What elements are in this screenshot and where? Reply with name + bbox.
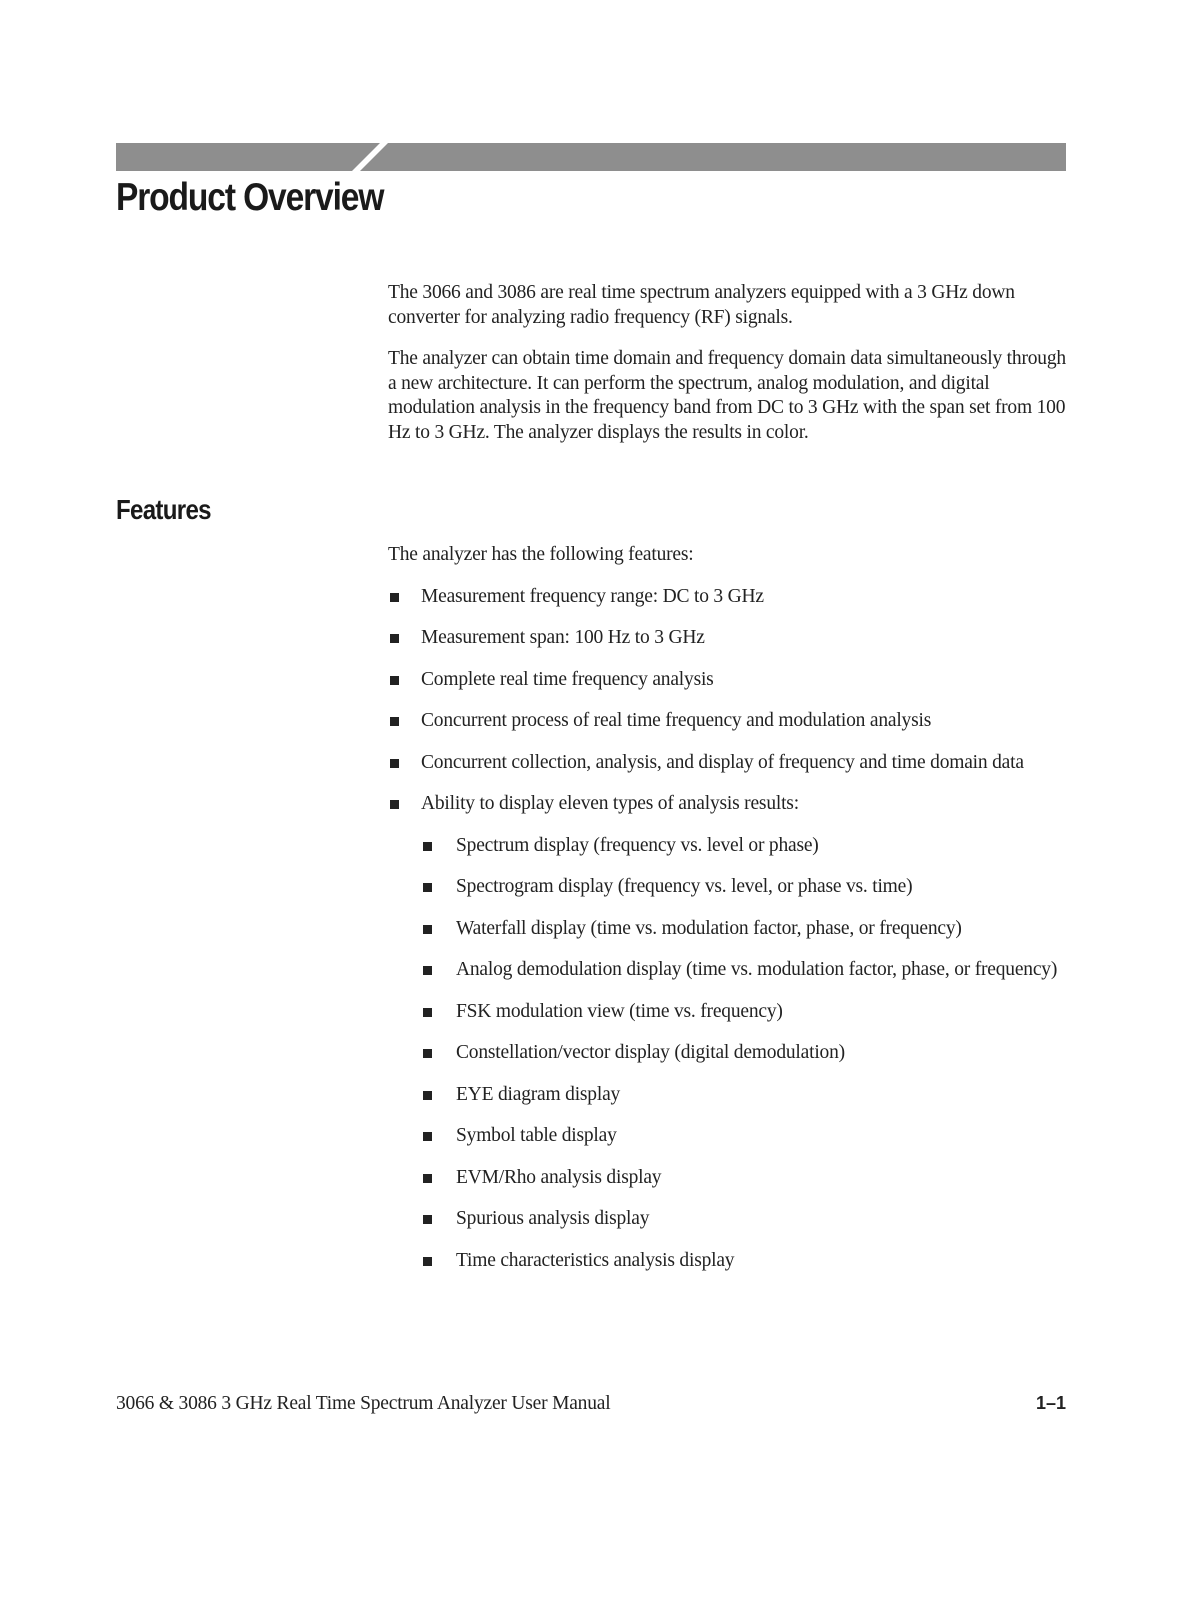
square-bullet-icon	[390, 593, 399, 602]
list-item	[421, 917, 1068, 942]
square-bullet-icon	[423, 925, 432, 934]
list-item	[388, 585, 1068, 610]
square-bullet-icon	[423, 1008, 432, 1017]
list-item-text: Spectrogram display (frequency vs. level, or phase vs. time)	[456, 876, 913, 897]
list-item-text: Symbol table display	[456, 1125, 617, 1146]
list-item-text: Complete real time frequency analysis	[421, 668, 714, 690]
list-item	[388, 668, 1068, 693]
list-item	[421, 1249, 1068, 1274]
list-item	[421, 1000, 1068, 1025]
square-bullet-icon	[423, 883, 432, 892]
square-bullet-icon	[423, 966, 432, 975]
square-bullet-icon	[390, 717, 399, 726]
list-item	[421, 1124, 1068, 1149]
square-bullet-icon	[390, 800, 399, 809]
chapter-header-bar	[116, 143, 1066, 171]
list-item-text: Constellation/vector display (digital demodulation)	[456, 1042, 845, 1063]
page-number: 1–1	[1035, 1393, 1066, 1413]
header-bar-right-segment	[360, 143, 1066, 171]
list-item	[421, 875, 1068, 900]
square-bullet-icon	[423, 1174, 432, 1183]
intro-paragraph-2: The analyzer can obtain time domain and frequency domain data simultaneously through a new architecture. It can perform the spectrum, analog modulation, and digital modulation analysis in the frequency band from DC to 3 GHz with the span set from 100 Hz to 3 GHz. The analyzer displays the results in color.	[388, 348, 1066, 443]
list-item	[388, 751, 1068, 776]
intro-section	[388, 281, 1068, 462]
square-bullet-icon	[423, 1132, 432, 1141]
square-bullet-icon	[390, 676, 399, 685]
features-section	[388, 543, 1068, 1290]
features-list	[388, 585, 1068, 1274]
display-types-list	[421, 834, 1068, 1274]
square-bullet-icon	[390, 759, 399, 768]
list-item-text: Measurement span: 100 Hz to 3 GHz	[421, 627, 705, 648]
list-item-text: Spurious analysis display	[456, 1208, 650, 1229]
list-item-text: EYE diagram display	[456, 1083, 621, 1105]
list-item-text: Ability to display eleven types of analysis results:	[421, 793, 799, 814]
features-intro: The analyzer has the following features:	[388, 544, 694, 565]
list-item-text: Measurement frequency range: DC to 3 GHz	[421, 585, 764, 607]
list-item-text: EVM/Rho analysis display	[456, 1166, 662, 1188]
list-item-text: Waterfall display (time vs. modulation factor, phase, or frequency)	[456, 917, 962, 939]
list-item	[388, 792, 1068, 1273]
intro-paragraph-1: The 3066 and 3086 are real time spectrum analyzers equipped with a 3 GHz down converter for analyzing radio frequency (RF) signals.	[388, 282, 1015, 328]
list-item-text: Concurrent collection, analysis, and display of frequency and time domain data	[421, 751, 1024, 773]
chapter-header-bar-graphic	[116, 143, 1066, 171]
footer-manual-title: 3066 & 3086 3 GHz Real Time Spectrum Analyzer User Manual	[116, 1393, 611, 1414]
list-item	[421, 1041, 1068, 1066]
list-item	[421, 958, 1068, 983]
list-item-text: Spectrum display (frequency vs. level or phase)	[456, 834, 819, 856]
list-item	[421, 1083, 1068, 1108]
list-item-text: FSK modulation view (time vs. frequency)	[456, 1000, 783, 1022]
list-item-text: Concurrent process of real time frequency and modulation analysis	[421, 710, 932, 731]
chapter-title: Product Overview	[116, 176, 384, 219]
list-item	[421, 1166, 1068, 1191]
header-bar-left-segment	[116, 143, 380, 171]
features-heading: Features	[116, 494, 211, 525]
list-item	[388, 709, 1068, 734]
square-bullet-icon	[423, 842, 432, 851]
square-bullet-icon	[423, 1049, 432, 1058]
square-bullet-icon	[423, 1257, 432, 1266]
list-item-text: Time characteristics analysis display	[456, 1249, 735, 1271]
square-bullet-icon	[423, 1215, 432, 1224]
list-item	[421, 834, 1068, 859]
square-bullet-icon	[423, 1091, 432, 1100]
list-item-text: Analog demodulation display (time vs. modulation factor, phase, or frequency)	[456, 959, 1058, 980]
square-bullet-icon	[390, 634, 399, 643]
list-item	[421, 1207, 1068, 1232]
list-item	[388, 626, 1068, 651]
